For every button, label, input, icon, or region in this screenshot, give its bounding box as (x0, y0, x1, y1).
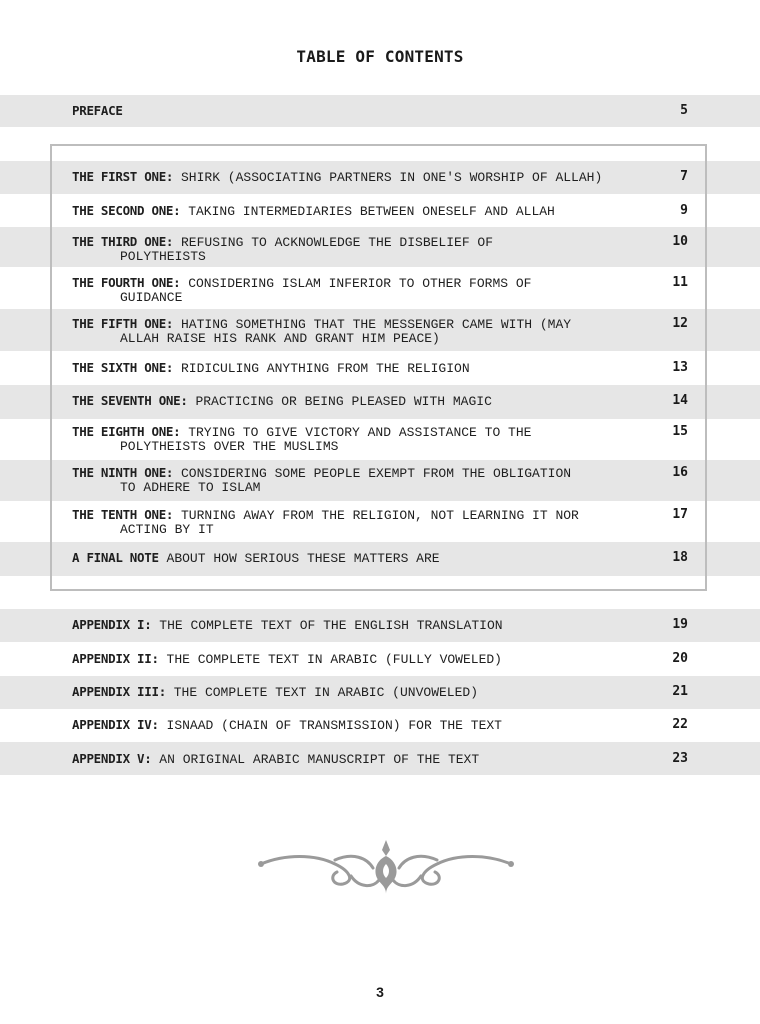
toc-line (72, 204, 612, 219)
toc-entry-chapter[interactable] (72, 551, 612, 566)
scroll-flourish-icon (255, 836, 517, 900)
toc-entry-appendix[interactable] (72, 752, 612, 767)
toc-page: 18 (672, 550, 688, 565)
toc-page: 20 (672, 651, 688, 666)
toc-line (72, 394, 612, 409)
toc-line (72, 718, 612, 733)
toc-entry-chapter[interactable] (72, 204, 612, 219)
toc-page: 13 (672, 360, 688, 375)
toc-line (72, 508, 612, 523)
toc-label: PREFACE (72, 103, 123, 118)
toc-entry-preface[interactable] (72, 104, 612, 119)
toc-label: A FINAL NOTE (72, 550, 159, 565)
toc-text-continued: GUIDANCE (120, 290, 183, 305)
toc-label: THE SIXTH ONE: (72, 360, 174, 375)
toc-page: 16 (672, 465, 688, 480)
toc-text: TURNING AWAY FROM THE RELIGION, NOT LEARNING IT NOR (180, 508, 579, 523)
toc-entry-appendix[interactable] (72, 718, 612, 733)
toc-text-continued: POLYTHEISTS OVER THE MUSLIMS (120, 439, 339, 454)
toc-entry-chapter[interactable] (72, 361, 612, 376)
toc-line (72, 652, 612, 667)
toc-text-continued: ACTING BY IT (120, 522, 214, 537)
toc-text: REFUSING TO ACKNOWLEDGE THE DISBELIEF OF (180, 235, 494, 250)
toc-label: APPENDIX IV: (72, 717, 159, 732)
toc-line (72, 618, 612, 633)
toc-text: THE COMPLETE TEXT IN ARABIC (FULLY VOWELED) (166, 652, 502, 667)
toc-text-continued: POLYTHEISTS (120, 249, 206, 264)
toc-text: RIDICULING ANYTHING FROM THE RELIGION (180, 361, 470, 376)
toc-label: THE SEVENTH ONE: (72, 393, 188, 408)
toc-text-continued: ALLAH RAISE HIS RANK AND GRANT HIM PEACE) (120, 331, 440, 346)
toc-line (72, 317, 612, 332)
toc-text: HATING SOMETHING THAT THE MESSENGER CAME WITH (MAY (180, 317, 572, 332)
page-title: TABLE OF CONTENTS (296, 47, 464, 66)
toc-page: 19 (672, 617, 688, 632)
toc-entry-chapter[interactable] (72, 394, 612, 409)
toc-line (72, 235, 612, 250)
toc-label: THE SECOND ONE: (72, 203, 181, 218)
toc-text: ABOUT HOW SERIOUS THESE MATTERS ARE (166, 551, 440, 566)
toc-label: THE EIGHTH ONE: (72, 424, 181, 439)
toc-entry-chapter[interactable] (72, 425, 612, 454)
toc-label: APPENDIX II: (72, 651, 159, 666)
toc-entry-chapter[interactable] (72, 508, 612, 537)
toc-text: CONSIDERING ISLAM INFERIOR TO OTHER FORMS OF (188, 276, 532, 291)
toc-label: THE FOURTH ONE: (72, 275, 181, 290)
toc-text: THE COMPLETE TEXT IN ARABIC (UNVOWELED) (173, 685, 478, 700)
toc-page: 5 (680, 103, 688, 118)
toc-line (72, 685, 612, 700)
toc-page: 23 (672, 751, 688, 766)
toc-line (72, 466, 612, 481)
toc-label: APPENDIX I: (72, 617, 152, 632)
toc-entry-appendix[interactable] (72, 618, 612, 633)
toc-entry-chapter[interactable] (72, 317, 612, 346)
toc-text: SHIRK (ASSOCIATING PARTNERS IN ONE'S WORSHIP OF ALLAH) (180, 170, 603, 185)
toc-page: 12 (672, 316, 688, 331)
toc-text: PRACTICING OR BEING PLEASED WITH MAGIC (195, 394, 492, 409)
toc-label: APPENDIX III: (72, 684, 166, 699)
toc-text: ISNAAD (CHAIN OF TRANSMISSION) FOR THE TEXT (166, 718, 502, 733)
toc-text: THE COMPLETE TEXT OF THE ENGLISH TRANSLATION (159, 618, 503, 633)
toc-page: 14 (672, 393, 688, 408)
toc-page: 21 (672, 684, 688, 699)
toc-label: THE TENTH ONE: (72, 507, 174, 522)
toc-entry-appendix[interactable] (72, 652, 612, 667)
toc-page: 9 (680, 203, 688, 218)
toc-page: 15 (672, 424, 688, 439)
toc-label: THE FIFTH ONE: (72, 316, 174, 331)
toc-label: THE NINTH ONE: (72, 465, 174, 480)
toc-label: THE THIRD ONE: (72, 234, 174, 249)
toc-entry-chapter[interactable] (72, 466, 612, 495)
toc-page: 22 (672, 717, 688, 732)
toc-text: TAKING INTERMEDIARIES BETWEEN ONESELF AND ALLAH (188, 204, 555, 219)
toc-line (72, 276, 612, 291)
toc-entry-chapter[interactable] (72, 235, 612, 264)
toc-label: THE FIRST ONE: (72, 169, 174, 184)
toc-page: 11 (672, 275, 688, 290)
toc-line (72, 361, 612, 376)
toc-label: APPENDIX V: (72, 751, 152, 766)
toc-entry-chapter[interactable] (72, 276, 612, 305)
toc-entry-appendix[interactable] (72, 685, 612, 700)
toc-text: TRYING TO GIVE VICTORY AND ASSISTANCE TO THE (188, 425, 532, 440)
toc-line (72, 425, 612, 440)
page-number: 3 (376, 984, 384, 1000)
toc-text: CONSIDERING SOME PEOPLE EXEMPT FROM THE OBLIGATION (180, 466, 572, 481)
toc-text: AN ORIGINAL ARABIC MANUSCRIPT OF THE TEXT (159, 752, 480, 767)
toc-page: 10 (672, 234, 688, 249)
toc-line (72, 551, 612, 566)
toc-entry-chapter[interactable] (72, 170, 612, 185)
toc-page: 17 (672, 507, 688, 522)
toc-page: 7 (680, 169, 688, 184)
toc-line (72, 170, 612, 185)
toc-text-continued: TO ADHERE TO ISLAM (120, 480, 261, 495)
toc-line (72, 752, 612, 767)
